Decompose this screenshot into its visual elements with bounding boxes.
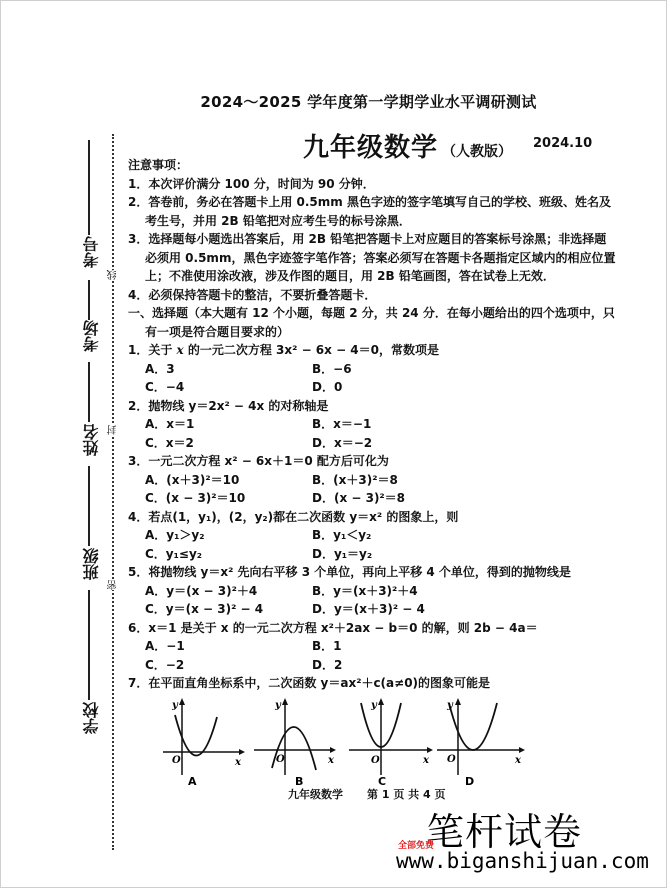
graph-label-c: C xyxy=(378,775,387,788)
notice-item-cont: 必须用 0.5mm，黑色字迹签字笔作答；答案必须写在答题卡各题指定区域内的相应位置 xyxy=(145,250,616,265)
option-b: B．y＝(x＋3)²＋4 xyxy=(312,583,418,598)
question-6-stem: 6．x＝1 是关于 x 的一元二次方程 x²＋2ax − b＝0 的解，则 2b − 4a＝ xyxy=(128,620,538,635)
svg-text:y: y xyxy=(447,700,453,711)
graph-option-c xyxy=(343,695,433,790)
svg-text:O: O xyxy=(447,754,456,765)
option-d: D．y＝(x＋3)² − 4 xyxy=(312,602,425,616)
option-d: D．(x − 3)²＝8 xyxy=(312,491,406,505)
question-1-stem: 1．关于 x 的一元二次方程 3x² − 6x − 4＝0，常数项是 xyxy=(128,343,439,357)
svg-text:x: x xyxy=(328,755,334,766)
svg-text:x: x xyxy=(515,755,521,766)
exam-series-title: 2024～2025 学年度第一学期学业水平调研测试 xyxy=(200,93,537,111)
graph-option-b xyxy=(250,695,340,790)
edition-label: （人教版） xyxy=(442,144,513,160)
option-a: A．−1 xyxy=(145,639,185,653)
graph-label-d: D xyxy=(465,775,475,788)
option-b: B．−6 xyxy=(312,361,352,376)
svg-text:x: x xyxy=(423,755,429,766)
svg-text:y: y xyxy=(172,700,178,711)
graph-option-a xyxy=(155,695,245,790)
option-c: C．−4 xyxy=(145,380,185,394)
field-line xyxy=(88,140,90,235)
option-d: D．0 xyxy=(312,380,343,394)
field-exam-room: 考场 xyxy=(82,320,101,352)
option-c: C．−2 xyxy=(145,657,185,672)
notice-item-cont: 考生号，并用 2B 铅笔把对应考生号的标号涂黑． xyxy=(145,213,411,228)
graph-option-d xyxy=(435,695,525,790)
option-b: B．x＝−1 xyxy=(312,417,372,431)
field-line xyxy=(88,280,90,320)
question-3-stem: 3．一元二次方程 x² − 6x＋1＝0 配方后可化为 xyxy=(128,454,389,468)
option-c: C．x＝2 xyxy=(145,435,194,450)
option-a: A．(x＋3)²＝10 xyxy=(145,472,240,487)
exam-content xyxy=(128,156,628,693)
option-d: D．y₁＝y₂ xyxy=(312,546,373,561)
watermark-title: 笔杆试卷 xyxy=(426,810,583,854)
field-class: 班级 xyxy=(82,548,101,580)
notice-item: 3．选择题每小题选出答案后，用 2B 铅笔把答题卡上对应题目的答案标号涂黑；非选择题 xyxy=(128,232,607,246)
question-7-graphs xyxy=(150,695,521,790)
svg-text:x: x xyxy=(235,757,241,768)
svg-text:y: y xyxy=(371,700,377,711)
question-1-options xyxy=(128,360,628,379)
option-b: B．(x＋3)²＝8 xyxy=(312,472,398,487)
footer-page-number: 第 1 页 共 4 页 xyxy=(367,788,446,801)
field-line xyxy=(88,466,90,546)
notice-item: 2．答卷前，务必在答题卡上用 0.5mm 黑色字迹的签字笔填写自己的学校、班级、姓名及 xyxy=(128,195,611,209)
section-heading-cont: 有一项是符合题目要求的） xyxy=(145,324,290,339)
option-a: A．3 xyxy=(145,361,175,376)
svg-text:O: O xyxy=(371,755,380,766)
field-line xyxy=(88,362,90,422)
option-c: C．y₁≤y₂ xyxy=(145,546,203,561)
question-2-stem: 2．抛物线 y＝2x² − 4x 的对称轴是 xyxy=(128,398,329,413)
question-7-stem: 7．在平面直角坐标系中，二次函数 y＝ax²＋c(a≠0)的图象可能是 xyxy=(128,676,491,690)
footer-subject: 九年级数学 xyxy=(288,788,343,801)
svg-text:y: y xyxy=(275,700,281,711)
exam-date: 2024.10 xyxy=(533,136,593,151)
option-d: D．x＝−2 xyxy=(312,435,373,450)
section-heading: 一、选择题（本大题有 12 个小题，每题 2 分，共 24 分．在每小题给出的四个选项中，只 xyxy=(128,306,615,320)
question-4-stem: 4．若点(1，y₁)，(2，y₂)都在二次函数 y＝x² 的图象上，则 xyxy=(128,509,459,524)
question-5-stem: 5．将抛物线 y＝x² 先向右平移 3 个单位，再向上平移 4 个单位，得到的抛物线是 xyxy=(128,565,571,579)
option-c: C．y＝(x − 3)² − 4 xyxy=(145,602,264,616)
notice-item: 1．本次评价满分 100 分，时间为 90 分钟． xyxy=(128,176,375,191)
option-b: B．1 xyxy=(312,639,342,653)
field-school: 学校 xyxy=(82,702,101,734)
watermark-free-tag: 全部免费 xyxy=(398,841,435,851)
option-d: D．2 xyxy=(312,657,343,672)
notice-item-cont: 上；不准使用涂改液，涉及作图的题目，用 2B 铅笔画图，答在试卷上无效． xyxy=(145,269,555,283)
option-a: A．y＝(x − 3)²＋4 xyxy=(145,583,258,598)
seal-line xyxy=(112,134,114,850)
graph-label-a: A xyxy=(188,775,197,788)
field-line xyxy=(88,590,90,700)
field-name: 姓名 xyxy=(82,424,101,456)
seal-mark-line: 线 xyxy=(108,270,119,280)
graph-label-b: B xyxy=(295,775,304,788)
option-a: A．y₁＞y₂ xyxy=(145,528,205,542)
subject-title: 九年级数学 xyxy=(303,133,439,163)
page-footer xyxy=(288,786,469,802)
option-a: A．x＝1 xyxy=(145,417,195,431)
svg-text:O: O xyxy=(276,754,285,765)
notice-item: 4．必须保持答题卡的整洁，不要折叠答题卡． xyxy=(128,287,377,302)
seal-mark-secret: 密 xyxy=(108,580,119,590)
notice-heading: 注意事项： xyxy=(128,158,189,172)
option-c: C．(x − 3)²＝10 xyxy=(145,491,246,505)
option-b: B．y₁＜y₂ xyxy=(312,528,372,542)
watermark-url[interactable]: www.biganshijuan.com xyxy=(396,849,649,873)
field-exam-number: 考号 xyxy=(82,236,101,268)
svg-text:O: O xyxy=(172,755,181,766)
seal-mark-seal: 封 xyxy=(108,425,119,435)
